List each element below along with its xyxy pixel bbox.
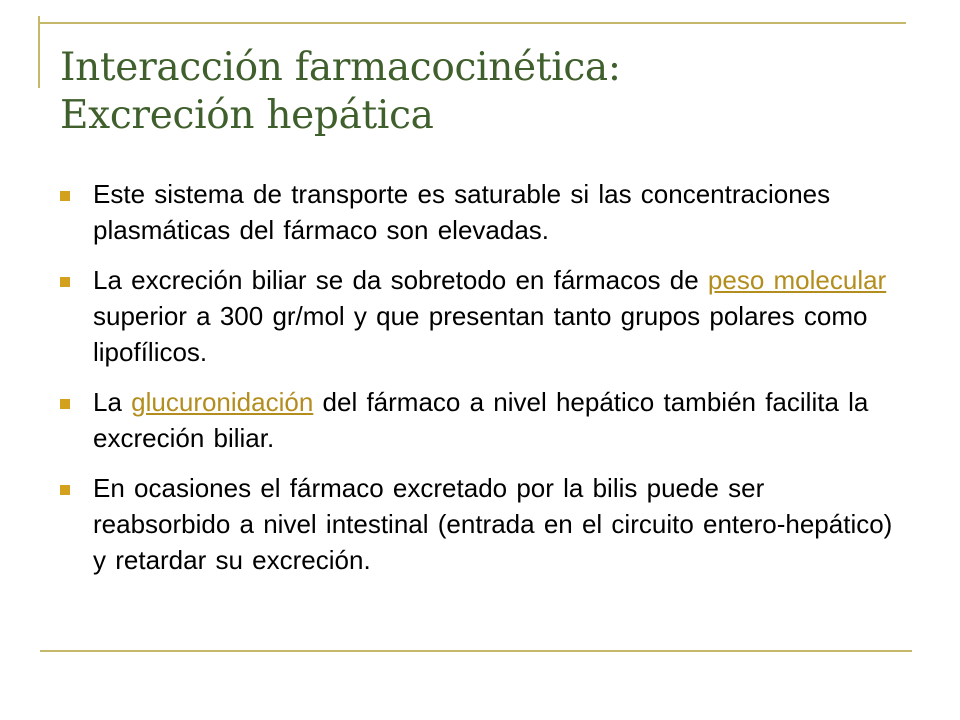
bullet-text: Este sistema de transporte es saturable si las concentraciones plasmáticas del fármaco son elevadas. [93, 179, 831, 245]
bullet-item-molecular-weight [60, 262, 910, 370]
slide-title [60, 44, 910, 140]
glucuronidacion-link[interactable]: glucuronidación [131, 387, 314, 417]
bullet-text-after: superior a 300 gr/mol y que presentan tanto grupos polares como lipofílicos. [93, 301, 868, 367]
peso-molecular-link[interactable]: peso molecular [707, 265, 887, 295]
bullet-item-enterohepatic [60, 470, 910, 578]
bullet-text-after: del fármaco a nivel hepático también facilita la excreción biliar. [93, 387, 869, 453]
title-line-1: Interacción farmacocinética: [60, 45, 621, 90]
square-bullet-icon [60, 191, 70, 201]
left-rule [38, 16, 40, 88]
bullet-text: En ocasiones el fármaco excretado por la bilis puede ser reabsorbido a nivel intestinal (entrada en el circuito entero-hepático) y retardar su excreción. [93, 473, 893, 575]
square-bullet-icon [60, 485, 70, 495]
square-bullet-icon [60, 277, 70, 287]
bullet-list [60, 176, 910, 592]
bullet-item-saturable-transport [60, 176, 910, 248]
title-line-2: Excreción hepática [60, 93, 434, 138]
bullet-text-before: La [93, 387, 132, 417]
square-bullet-icon [60, 399, 70, 409]
bullet-item-glucuronidation [60, 384, 910, 456]
top-rule [40, 22, 906, 24]
bottom-rule [40, 650, 912, 652]
bullet-text-before: La excreción biliar se da sobretodo en fármacos de [93, 265, 708, 295]
